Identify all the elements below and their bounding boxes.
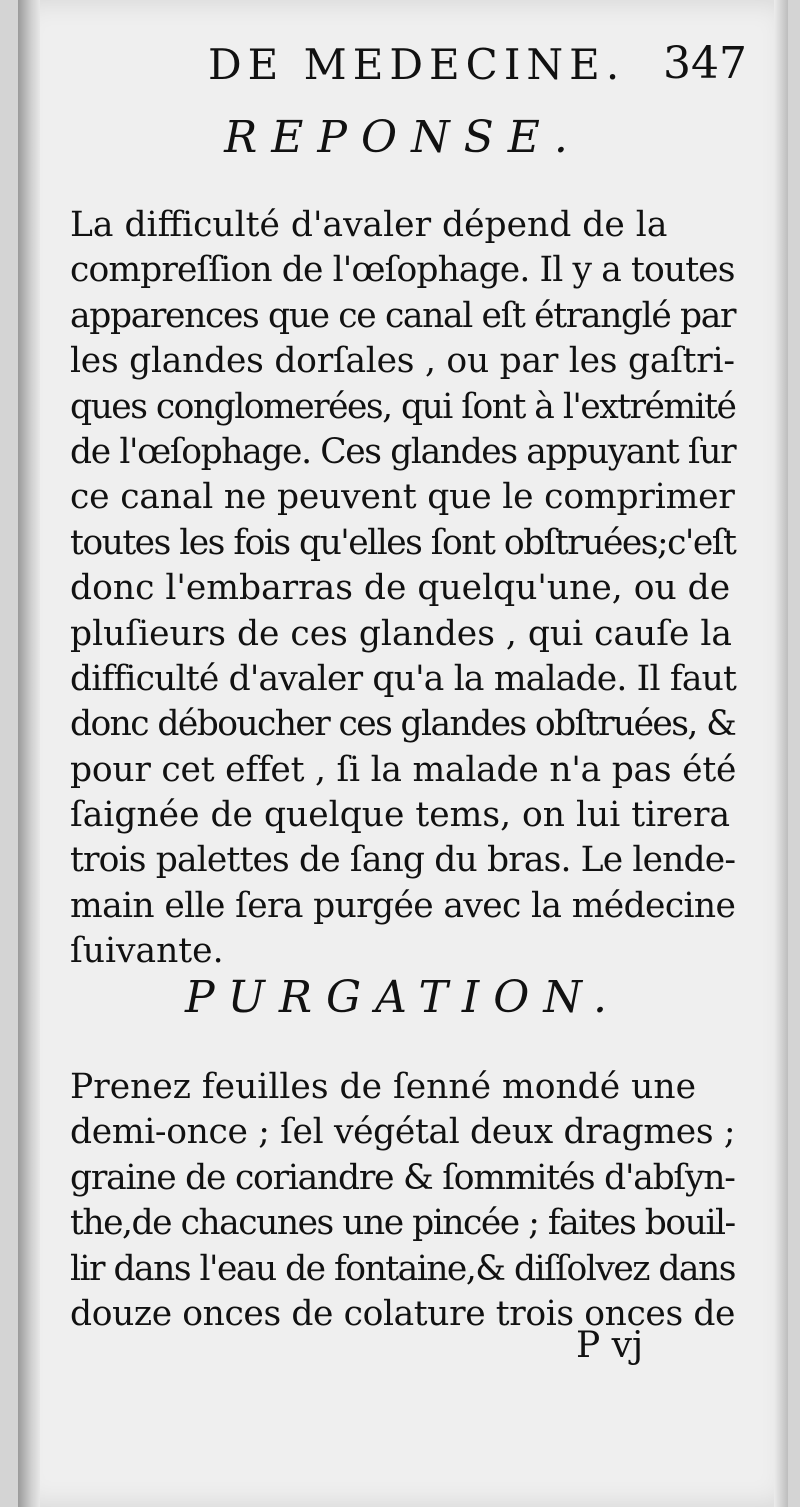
signature-mark: P vj bbox=[576, 1325, 644, 1366]
text-line: de l'œſophage. Ces glandes appuyant ſur bbox=[70, 431, 736, 472]
section-title-reponse: REPONSE. bbox=[224, 112, 582, 163]
text-line: ſaignée de quelque tems, on lui tirera bbox=[70, 795, 731, 836]
reponse-text bbox=[70, 203, 735, 975]
book-page bbox=[18, 0, 788, 1507]
text-line: les glandes dorſales , ou par les gaſtri- bbox=[70, 341, 735, 382]
text-line: trois palettes de ſang du bras. Le lende- bbox=[70, 840, 736, 881]
purgation-text bbox=[70, 1065, 735, 1337]
page-number: 347 bbox=[663, 38, 747, 89]
text-line: main elle ſera purgée avec la médecine bbox=[70, 885, 736, 926]
page-header bbox=[18, 28, 788, 98]
text-line: graine de coriandre & ſommités d'abſyn- bbox=[70, 1157, 735, 1198]
running-head: DE MEDECINE. bbox=[208, 40, 626, 89]
text-line: toutes les fois qu'elles ſont obſtruées;c'eſt bbox=[70, 522, 736, 563]
text-line: pour cet effet , ſi la malade n'a pas été bbox=[70, 749, 737, 790]
text-line: donc déboucher ces glandes obſtruées, & bbox=[70, 704, 736, 745]
text-line: pluſieurs de ces glandes , qui cauſe la bbox=[70, 613, 733, 654]
text-line: Prenez feuilles de ſenné mondé une bbox=[70, 1067, 697, 1107]
section-title-purgation: PURGATION. bbox=[184, 972, 622, 1023]
text-line: donc l'embarras de quelqu'une, ou de bbox=[70, 568, 731, 609]
text-line: the,de chacunes une pincée ; faites bouil- bbox=[70, 1203, 735, 1244]
text-line: difficulté d'avaler qu'a la malade. Il faut bbox=[70, 658, 737, 699]
text-line: compreſſion de l'œſophage. Il y a toutes bbox=[70, 250, 735, 291]
page-gutter bbox=[18, 0, 40, 1507]
text-line: ce canal ne peuvent que le comprimer bbox=[70, 477, 735, 518]
text-line: lir dans l'eau de fontaine,& diſſolvez dans bbox=[70, 1248, 735, 1289]
text-line: ſuivante. bbox=[70, 931, 224, 972]
text-line: demi-once ; ſel végétal deux dragmes ; bbox=[70, 1112, 736, 1153]
text-line: douze onces de colature trois onces de bbox=[70, 1293, 736, 1334]
text-line: ques conglomerées, qui ſont à l'extrémité bbox=[70, 386, 736, 427]
page-edge bbox=[774, 0, 788, 1507]
text-line: apparences que ce canal eſt étranglé par bbox=[70, 295, 736, 336]
text-line: La difficulté d'avaler dépend de la bbox=[70, 205, 668, 245]
